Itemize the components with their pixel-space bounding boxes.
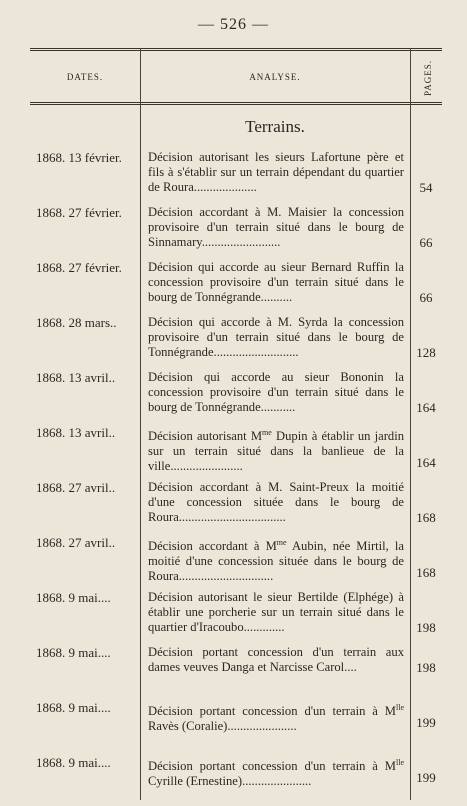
entry-analysis xyxy=(148,425,404,474)
entry-analysis: Décision qui accorde au sieur Bononin la concession provisoire d'un terrain situé dans le bourg de Tonnégrande........... xyxy=(148,370,404,414)
entry xyxy=(30,696,442,751)
header-rule xyxy=(30,102,442,105)
entry-page: 199 xyxy=(416,770,436,785)
entry-text-end: Ravès (Coralie)...................... xyxy=(148,719,297,734)
page-number: — 526 — xyxy=(198,16,269,33)
entry-date: 1868. 9 mai.... xyxy=(36,645,111,660)
section-title: Terrains. xyxy=(245,117,305,136)
entry-date: 1868. 28 mars.. xyxy=(36,315,117,330)
entry-page: 54 xyxy=(419,180,433,195)
entry xyxy=(30,586,442,641)
entry-text-start: Décision accordant à M xyxy=(148,539,277,554)
entry xyxy=(30,751,442,806)
header-analyse: ANALYSE. xyxy=(249,72,301,82)
entry-date: 1868. 13 avril.. xyxy=(36,370,116,385)
entry-text-sup: me xyxy=(262,428,272,437)
entry-analysis xyxy=(148,755,404,789)
entry-text-sup: lle xyxy=(396,703,404,712)
entry xyxy=(30,146,442,201)
entry xyxy=(30,201,442,256)
entry-text-sup: lle xyxy=(396,758,404,767)
entry-analysis xyxy=(148,700,404,734)
header-dates: DATES. xyxy=(66,72,104,82)
entry-date: 1868. 9 mai.... xyxy=(36,700,111,715)
entry xyxy=(30,531,442,586)
entry-text-sup: me xyxy=(276,538,287,547)
entry-text-start: Décision autorisant M xyxy=(148,429,263,444)
header-pages: PAGES. xyxy=(423,60,433,96)
entry xyxy=(30,476,442,531)
entry-text-end: Cyrille (Ernestine)...................... xyxy=(148,774,312,789)
entry-page: 128 xyxy=(416,345,436,360)
header-pages-cell xyxy=(414,56,442,100)
entry-page: 66 xyxy=(419,235,433,250)
entry-text-start: Décision portant concession d'un terrain à M xyxy=(148,759,396,774)
entry xyxy=(30,421,442,476)
entry xyxy=(30,366,442,421)
entry xyxy=(30,256,442,311)
entry-date: 1868. 27 février. xyxy=(36,260,122,275)
entry-date: 1868. 27 avril.. xyxy=(36,480,116,495)
entry-date: 1868. 9 mai.... xyxy=(36,755,111,770)
entry-text-end: Aubin, née Mirtil, la moitié d'une concession située dans le bourg de Roura.............................. xyxy=(148,539,404,584)
entries-list xyxy=(30,146,442,806)
entry-analysis: Décision autorisant le sieur Bertilde (Elphége) à établir une porcherie sur un terrain situé dans le quartier d'Iracoubo............. xyxy=(148,590,404,634)
entry-text-end: Dupin à établir un jardin sur un terrain situé dans la banlieue de la ville....................... xyxy=(148,429,404,474)
entry-page: 168 xyxy=(416,510,436,525)
entry-analysis: Décision autorisant les sieurs Lafortune père et fils à s'établir sur un terrain dépendant du quartier de Roura.................... xyxy=(148,150,404,194)
entry-page: 168 xyxy=(416,565,436,580)
entry-analysis: Décision accordant à M. Maisier la concession provisoire d'un terrain situé dans le bourg de Sinnamary......................... xyxy=(148,205,404,249)
entry-page: 164 xyxy=(416,455,436,470)
entry-date: 1868. 27 février. xyxy=(36,205,122,220)
entry-date: 1868. 9 mai.... xyxy=(36,590,111,605)
entry-analysis: Décision qui accorde à M. Syrda la concession provisoire d'un terrain situé dans le bourg de Tonnégrande........................... xyxy=(148,315,404,359)
entry-analysis: Décision accordant à M. Saint-Preux la moitié d'une concession située dans le bourg de Roura.................................. xyxy=(148,480,404,524)
top-rule xyxy=(30,48,442,51)
entry-page: 164 xyxy=(416,400,436,415)
entry xyxy=(30,311,442,366)
entry-page: 199 xyxy=(416,715,436,730)
entry-date: 1868. 13 février. xyxy=(36,150,122,165)
entry xyxy=(30,641,442,696)
entry-page: 66 xyxy=(419,290,433,305)
entry-date: 1868. 27 avril.. xyxy=(36,535,116,550)
entry-analysis: Décision portant concession d'un terrain aux dames veuves Danga et Narcisse Carol.... xyxy=(148,645,404,674)
table-frame xyxy=(30,48,442,800)
entry-analysis: Décision qui accorde au sieur Bernard Ruffin la concession provisoire d'un terrain situé dans le bourg de Tonnégrande.......... xyxy=(148,260,404,304)
entry-analysis xyxy=(148,535,404,584)
entry-text-start: Décision portant concession d'un terrain à M xyxy=(148,704,396,719)
entry-page: 198 xyxy=(416,620,436,635)
entry-page: 198 xyxy=(416,660,436,675)
entry-date: 1868. 13 avril.. xyxy=(36,425,116,440)
